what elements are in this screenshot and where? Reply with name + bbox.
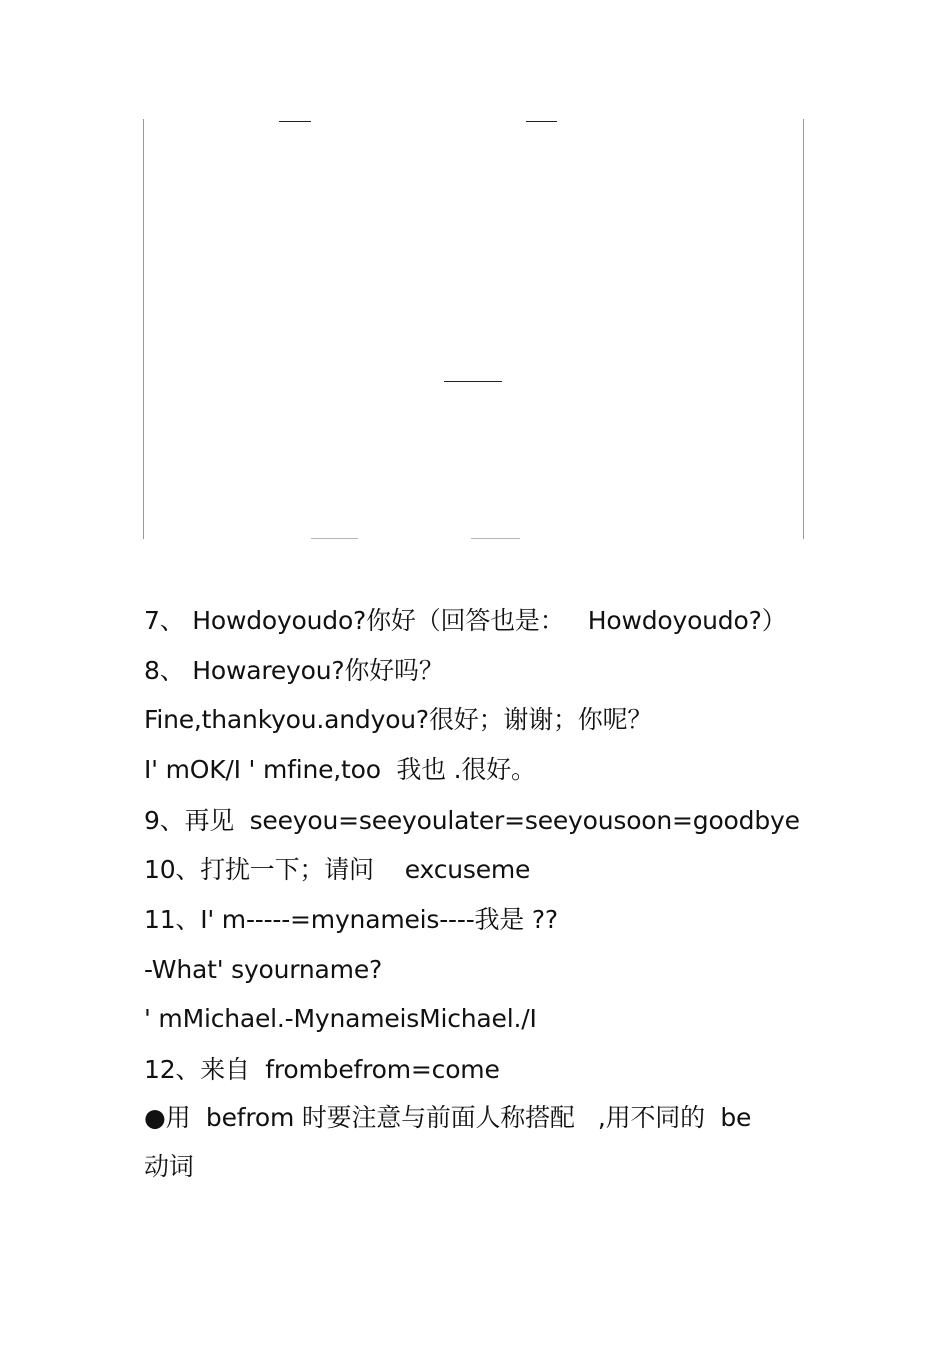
frame-dash-middle (444, 381, 502, 382)
line-8-answer-ok: I' mOK/I ' mfine,too 我也 .很好。 (144, 755, 536, 784)
line-10-excuseme: 10、打扰一下；请问 excuseme (144, 855, 531, 884)
line-11-question: -What' syourname? (144, 955, 383, 984)
frame-dash-top-right (526, 121, 557, 122)
frame-dash-bottom-right (471, 538, 520, 539)
line-11-answer: ' mMichael.-MynameisMichael./I (144, 1004, 537, 1033)
frame-dash-top-left (279, 121, 311, 122)
line-9-goodbye: 9、再见 seeyou=seeyoulater=seeyousoon=goodbye (144, 806, 800, 835)
frame-right-border (803, 119, 804, 539)
frame-left-border (143, 119, 144, 539)
line-7-howdoyoudo: 7、 Howdoyoudo?你好（回答也是： Howdoyoudo?） (144, 606, 787, 635)
frame-dash-bottom-left (311, 538, 358, 539)
line-12-from: 12、来自 frombefrom=come (144, 1055, 500, 1084)
line-11-mynameis: 11、I' m-----=mynameis----我是 ?? (144, 905, 558, 934)
line-8-howareyou: 8、 Howareyou?你好吗？ (144, 656, 444, 685)
line-8-answer-fine: Fine,thankyou.andyou?很好；谢谢；你呢？ (144, 705, 653, 734)
line-12-note-cont: 动词 (144, 1152, 194, 1181)
line-12-note: ●用 befrom 时要注意与前面人称搭配 ,用不同的 be (144, 1103, 752, 1132)
